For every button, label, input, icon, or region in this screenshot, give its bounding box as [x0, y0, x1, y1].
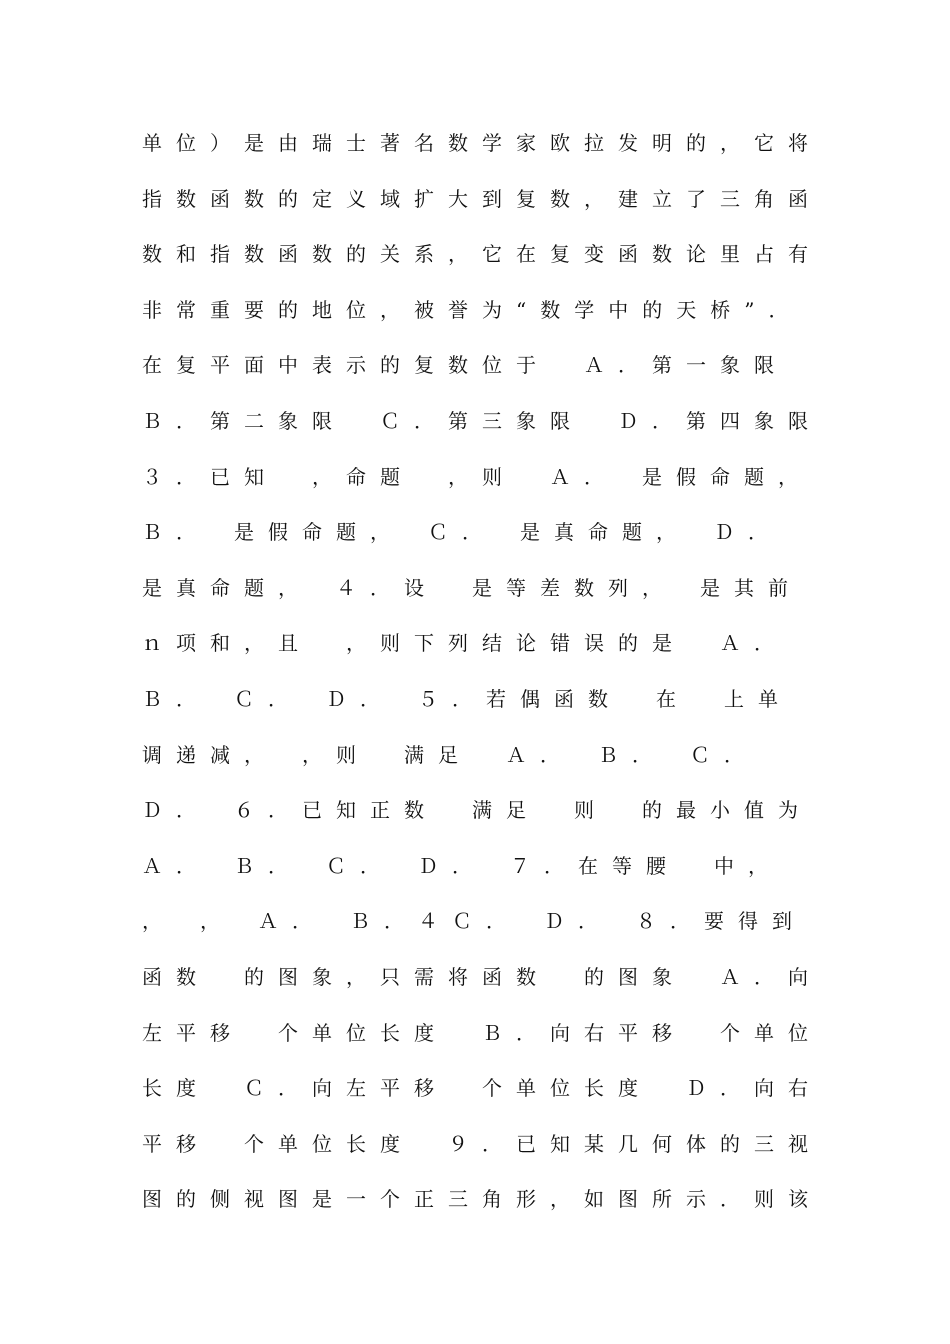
text-line: 长度 Ｃ．向左平移 个单位长度 Ｄ．向右: [142, 1076, 822, 1101]
text-line: ｎ项和，且 ，则下列结论错误的是 Ａ．: [142, 631, 788, 656]
text-line: Ｄ． ６．已知正数 满足 则 的最小值为: [142, 798, 812, 823]
text-line: ３．已知 ，命题 ，则 Ａ． 是假命题，: [142, 464, 812, 489]
text-line: 数和指数函数的关系，它在复变函数论里占有: [142, 242, 822, 267]
text-line: 图的侧视图是一个正三角形，如图所示．则该: [142, 1187, 822, 1212]
text-line: 调递减， ，则 满足 Ａ． Ｂ． Ｃ．: [142, 742, 758, 767]
text-line: 平移 个单位长度 ９．已知某几何体的三视: [142, 1131, 822, 1156]
text-line: 在复平面中表示的复数位于 Ａ．第一象限: [142, 353, 788, 378]
text-line: 指数函数的定义域扩大到复数，建立了三角函: [142, 186, 822, 211]
text-line: 左平移 个单位长度 Ｂ．向右平移 个单位: [142, 1020, 822, 1045]
text-line: 非常重要的地位，被誉为“数学中的天桥”．: [142, 297, 803, 322]
text-line: ， ， Ａ． Ｂ．４Ｃ． Ｄ． ８．要得到: [142, 909, 806, 934]
text-line: Ｂ． 是假命题， Ｃ． 是真命题， Ｄ．: [142, 520, 782, 545]
text-line: Ｂ． Ｃ． Ｄ． ５．若偶函数 在 上单: [142, 686, 792, 711]
text-line: Ａ． Ｂ． Ｃ． Ｄ． ７．在等腰 中，: [142, 853, 782, 878]
text-line: 函数 的图象，只需将函数 的图象 Ａ．向: [142, 964, 822, 989]
text-line: Ｂ．第二象限 Ｃ．第三象限 Ｄ．第四象限: [142, 408, 822, 433]
text-line: 单位）是由瑞士著名数学家欧拉发明的，它将: [142, 131, 822, 155]
document-text-block: [142, 116, 822, 1228]
text-line: 是真命题， ４．设 是等差数列， 是其前: [142, 575, 802, 600]
